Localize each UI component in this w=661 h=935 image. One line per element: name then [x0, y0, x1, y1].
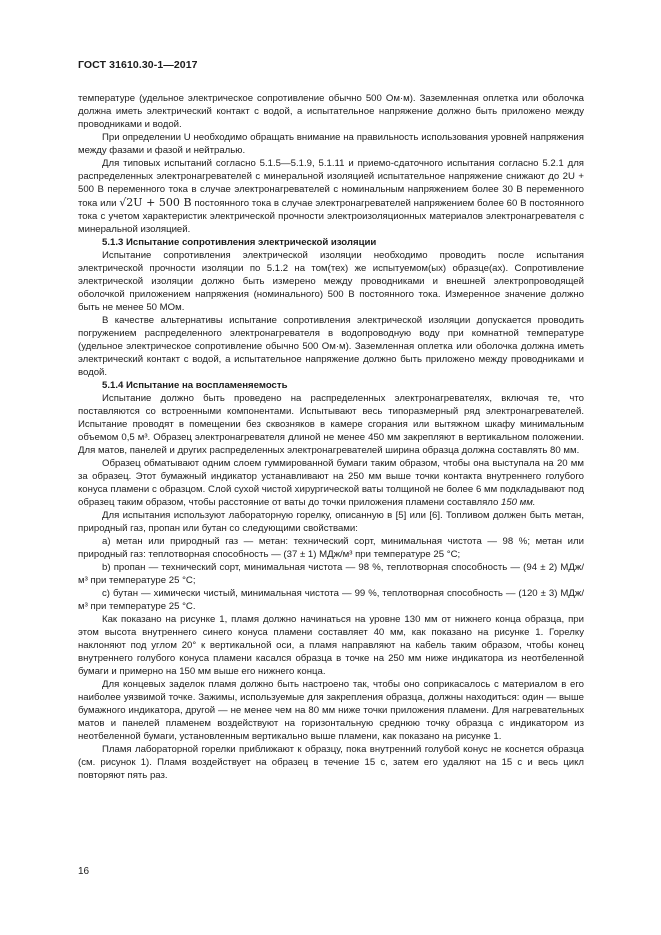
paragraph-typical-tests	[78, 157, 584, 236]
body-text	[78, 92, 584, 782]
paragraph: температуре (удельное электрическое сопротивление обычно 500 Ом·м). Заземленная оплетка или оболочка должна иметь электрический контакт с водой, а испытательное напряжение должно быть приложено между проводниками и водой.	[78, 93, 584, 130]
paragraph-part: постоянного тока в случае электронагревателей напряжением более 60 В постоянного тока с учетом характеристик электрической прочности электроизоляционных материалов электронагревателя с минеральной изоляцией.	[78, 198, 584, 235]
section-heading-5-1-3: 5.1.3 Испытание сопротивления электрической изоляции	[102, 237, 377, 248]
paragraph: Испытание сопротивления электрической изоляции необходимо проводить после испытания электрической прочности изоляции по 5.1.2 на том(тех) же испытуемом(ых) образце(ах). Сопротивление электрической изоляции должно быть измерено между проводниками и внешней электропроводящей оболочкой приложением напряжения (номинального) 500 В постоянного тока. Измеренное значение должно быть не менее 50 МОм.	[78, 250, 584, 313]
distance-italic: 150 мм.	[500, 497, 536, 508]
list-item-methane: а) метан или природный газ — метан: технический сорт, минимальная чистота — 98 %; метан или природный газ: теплотворная способность — (37 ± 1) МДж/м³ при температуре 25 °С;	[78, 536, 584, 560]
paragraph: Как показано на рисунке 1, пламя должно начинаться на уровне 130 мм от нижнего конца образца, при этом высота внутреннего синего конуса пламени составляет 40 мм, как показано на рисунке 1. Горелку наклоняют под углом 20° к вертикальной оси, а пламя направляют на кабель таким образом, чтобы конец внутреннего голубого конуса пламени касался образца в точке на 250 мм ниже индикатора из неотбеленной бумаги и примерно на 150 мм выше его нижнего конца.	[78, 614, 584, 677]
list-item-butane: с) бутан — химически чистый, минимальная чистота — 99 %, теплотворная способность — (120 ± 3) МДж/м³ при температуре 25 °С.	[78, 588, 584, 612]
section-heading-5-1-4: 5.1.4 Испытание на воспламеняемость	[102, 380, 288, 391]
formula-sqrt2u: √2U + 500 В	[119, 196, 192, 209]
paragraph-part: Образец обматывают одним слоем гуммированной бумаги таким образом, чтобы она выступала на 20 мм за образец. Этот бумажный индикатор устанавливают на 250 мм выше точки контакта внутреннего голубого конуса пламени с образцом. Слой сухой чистой хирургической ваты толщиной не более 6 мм подкладывают под образец таким образом, чтобы расстояние от ваты до точки приложения пламени составляло	[78, 458, 584, 508]
paragraph: Пламя лабораторной горелки приближают к образцу, пока внутренний голубой конус не коснется образца (см. рисунок 1). Пламя воздействует на образец в течение 15 с, затем его удаляют на 15 с и весь цикл повторяют пять раз.	[78, 744, 584, 781]
paragraph: Для испытания используют лабораторную горелку, описанную в [5] или [6]. Топливом должен быть метан, природный газ, пропан или бутан со следующими свойствами:	[78, 510, 584, 534]
paragraph-part: Для типовых испытаний согласно 5.1.5—5.1.9, 5.1.11 и приемо-сдаточного испытания согласно 5.2.1 для распределенных электронагревателей с минеральной изоляцией испытательное напряжение снижают до 2U + 500 В переменного тока в случае электронагревателей с номинальным напряжением более 30 В переменного тока или	[78, 158, 584, 209]
page-number: 16	[78, 866, 90, 877]
paragraph: Испытание должно быть проведено на распределенных электронагревателях, включая те, что поставляются со встроенными компонентами. Испытывают весь типоразмерный ряд электронагревателей. Испытание проводят в помещении без сквозняков в камере сгорания или вытяжном шкафу минимальным объемом 0,5 м³. Образец электронагревателя длиной не менее 450 мм закрепляют в вертикальном положении. Для матов, панелей и других распределенных электронагревателей ширина образца должна составлять 80 мм.	[78, 393, 584, 456]
paragraph: При определении U необходимо обращать внимание на правильность использования уровней напряжения между фазами и фазой и нейтралью.	[78, 132, 584, 156]
paragraph	[78, 457, 584, 509]
paragraph: В качестве альтернативы испытание сопротивления электрической изоляции допускается проводить погружением распределенного электронагревателя в водопроводную воду при комнатной температуре (удельное электрическое сопротивление обычно 500 Ом·м). Заземленная оплетка или оболочка должна иметь электрический контакт с водой, а испытательное напряжение должно быть приложено между проводниками и водой.	[78, 315, 584, 378]
list-item-propane: b) пропан — технический сорт, минимальная чистота — 98 %, теплотворная способность — (94 ± 2) МДж/м³ при температуре 25 °С;	[78, 562, 584, 586]
paragraph: Для концевых заделок пламя должно быть настроено так, чтобы оно соприкасалось с материалом в его наиболее уязвимой точке. Зажимы, используемые для закрепления образца, должны находиться: один — выше бумажного индикатора, другой — не менее чем на 80 мм ниже точки приложения пламени. Для нагревательных матов и панелей пламенем воздействуют на горизонтальную среднюю точку образца с индикатором из неотбеленной бумаги, установленным вертикально выше пламени, как показано на рисунке 1.	[78, 679, 584, 742]
standard-header: ГОСТ 31610.30-1—2017	[78, 59, 198, 71]
